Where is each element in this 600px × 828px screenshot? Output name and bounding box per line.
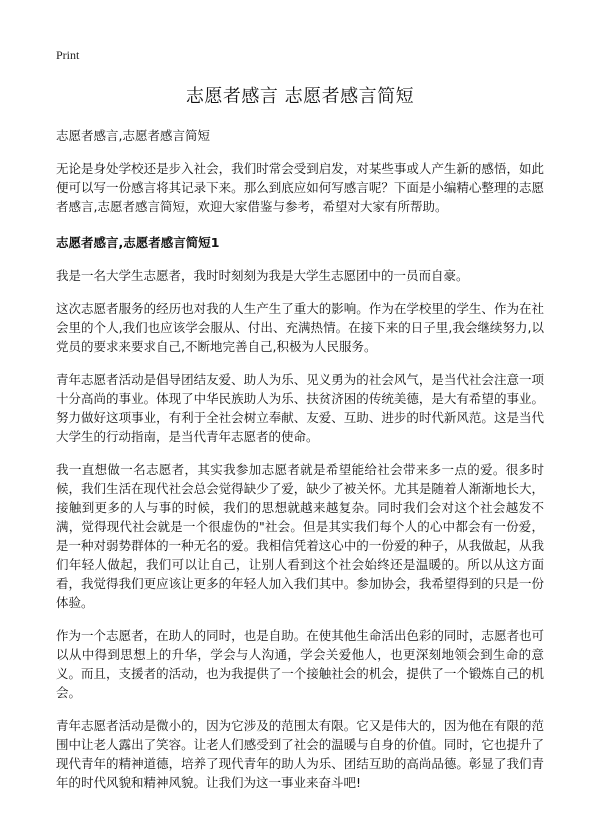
intro-paragraph: 无论是身处学校还是步入社会，我们时常会受到启发，对某些事或人产生新的感悟，如此便可以写一份感言将其记录下来。那么到底应如何写感言呢？下面是小编精心整理的志愿者感言,志愿者感言简短，欢迎大家借鉴与参考，希望对大家有所帮助。 [56, 161, 544, 214]
body-paragraph-1: 我是一名大学生志愿者，我时时刻刻为我是大学生志愿团中的一员而自豪。 [56, 268, 469, 283]
body-paragraph-3: 青年志愿者活动是倡导团结友爱、助人为乐、见义勇为的社会风气，是当代社会注意一项十分高尚的事业。体现了中华民族助人为乐、扶贫济困的传统美德，是大有希望的事业。努力做好这项事业，有利于全社会树立奉献、友爱、互助、进步的时代新风范。这是当代大学生的行动指南，是当代青年志愿者的使命。 [56, 372, 544, 444]
page-title: 志愿者感言 志愿者感言简短 [185, 86, 415, 107]
print-link[interactable]: Print [56, 48, 80, 62]
body-paragraph-2: 这次志愿者服务的经历也对我的人生产生了重大的影响。作为在学校里的学生、作为在社会里的个人,我们也应该学会服从、付出、充满热情。在接下来的日子里,我会继续努力,以党员的要求来要求自己,不断地完善自己,积极为人民服务。 [56, 301, 544, 354]
body-paragraph-5: 作为一个志愿者，在助人的同时，也是自助。在使其他生命活出色彩的同时，志愿者也可以从中得到思想上的升华，学会与人沟通，学会关爱他人，也更深刻地领会到生命的意义。而且，支援者的活动，也为我提供了一个接触社会的机会，提供了一个锻炼自己的机会。 [56, 628, 544, 700]
section-heading: 志愿者感言,志愿者感言简短1 [56, 235, 220, 250]
body-paragraph-4: 我一直想做一名志愿者，其实我参加志愿者就是希望能给社会带来多一点的爱。很多时候，我们生活在现代社会总会觉得缺少了爱，缺少了被关怀。尤其是随着人渐渐地长大，接触到更多的人与事的时候，我们的思想就越来越复杂。同时我们会对这个社会越发不满，觉得现代社会就是一个很虚伪的"社会。但是其实我们每个人的心中都会有一份爱，是一种对弱势群体的一种无名的爱。我相信凭着这心中的一份爱的种子，从我做起，从我们年轻人做起，我们可以让自己，让别人看到这个社会始终还是温暖的。所以从这方面看，我觉得我们更应该让更多的年轻人加入我们其中。参加协会，我希望得到的只是一份体验。 [56, 462, 544, 610]
article-subtitle: 志愿者感言,志愿者感言简短 [56, 128, 210, 143]
body-paragraph-6: 青年志愿者活动是微小的，因为它涉及的范围太有限。它又是伟大的，因为他在有限的范围中让老人露出了笑容。让老人们感受到了社会的温暖与自身的价值。同时，它也提升了现代青年的精神道德，培养了现代青年的助人为乐、团结互助的高尚品德。彰显了我们青年的时代风貌和精神风貌。让我们为这一事业来奋斗吧! [56, 718, 544, 790]
